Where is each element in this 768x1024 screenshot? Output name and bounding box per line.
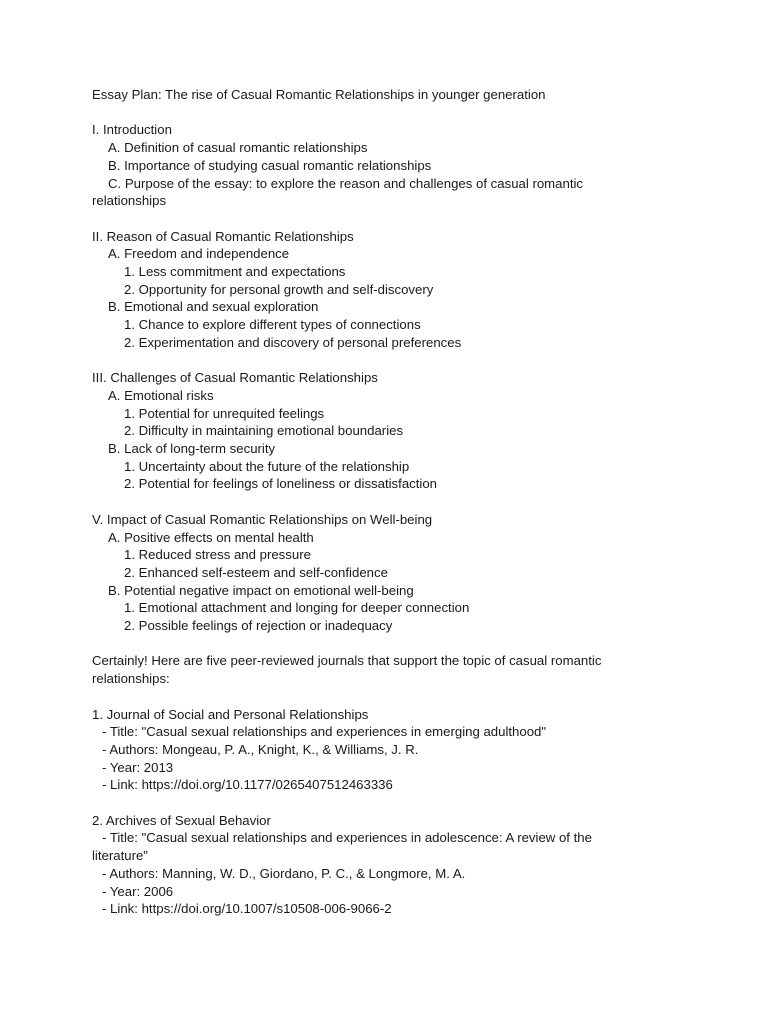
outline-item: C. Purpose of the essay: to explore the reason and challenges of casual romantic (108, 175, 584, 191)
reference-title: - Title: "Casual sexual relationships and experiences in adolescence: A review of the (102, 830, 592, 846)
outline-item: B. Importance of studying casual romantic relationships (108, 157, 432, 173)
section-heading-impact: V. Impact of Casual Romantic Relationships on Well-being (92, 511, 433, 527)
spacer (92, 794, 672, 812)
outline-item: A. Emotional risks (108, 387, 214, 403)
section-heading-reasons: II. Reason of Casual Romantic Relationships (92, 228, 354, 244)
spacer (92, 104, 672, 122)
reference-journal: 2. Archives of Sexual Behavior (92, 812, 271, 828)
reference-authors: - Authors: Manning, W. D., Giordano, P. C., & Longmore, M. A. (102, 865, 466, 881)
outline-subitem: 2. Potential for feelings of loneliness or dissatisfaction (124, 476, 438, 492)
reference-year: - Year: 2013 (102, 759, 174, 775)
spacer (92, 352, 672, 370)
spacer (92, 493, 672, 511)
references-intro: Certainly! Here are five peer-reviewed journals that support the topic of casual romantic (92, 653, 602, 669)
document-body (92, 86, 672, 918)
outline-subitem: 2. Opportunity for personal growth and self-discovery (124, 281, 434, 297)
reference-journal: 1. Journal of Social and Personal Relationships (92, 706, 369, 722)
section-heading-introduction: I. Introduction (92, 122, 172, 138)
outline-item: B. Potential negative impact on emotional well-being (108, 582, 414, 598)
spacer (92, 688, 672, 706)
outline-item: B. Lack of long-term security (108, 441, 276, 457)
outline-subitem: 1. Reduced stress and pressure (124, 547, 311, 563)
outline-item: A. Freedom and independence (108, 246, 290, 262)
section-heading-challenges: III. Challenges of Casual Romantic Relationships (92, 370, 378, 386)
outline-item: A. Definition of casual romantic relationships (108, 140, 368, 156)
outline-item: A. Positive effects on mental health (108, 529, 314, 545)
outline-subitem: 2. Experimentation and discovery of personal preferences (124, 334, 462, 350)
reference-link: - Link: https://doi.org/10.1007/s10508-006-9066-2 (102, 901, 392, 917)
reference-title-continuation: literature" (92, 848, 148, 864)
reference-title: - Title: "Casual sexual relationships and experiences in emerging adulthood" (102, 724, 547, 740)
outline-subitem: 1. Less commitment and expectations (124, 264, 346, 279)
outline-subitem: 2. Difficulty in maintaining emotional boundaries (124, 423, 404, 439)
spacer (92, 210, 672, 228)
outline-subitem: 1. Uncertainty about the future of the relationship (124, 458, 410, 474)
outline-item-continuation: relationships (92, 193, 167, 209)
outline-subitem: 1. Emotional attachment and longing for deeper connection (124, 600, 470, 616)
reference-link: - Link: https://doi.org/10.1177/0265407512463336 (102, 777, 393, 793)
references-intro-continuation: relationships: (92, 671, 170, 687)
reference-authors: - Authors: Mongeau, P. A., Knight, K., & Williams, J. R. (102, 741, 419, 757)
reference-year: - Year: 2006 (102, 883, 174, 899)
outline-subitem: 1. Chance to explore different types of connections (124, 317, 421, 333)
outline-subitem: 2. Enhanced self-esteem and self-confidence (124, 564, 388, 580)
outline-item: B. Emotional and sexual exploration (108, 299, 319, 315)
outline-subitem: 1. Potential for unrequited feelings (124, 405, 325, 421)
outline-subitem: 2. Possible feelings of rejection or inadequacy (124, 618, 393, 634)
document-title: Essay Plan: The rise of Casual Romantic Relationships in younger generation (92, 87, 546, 102)
spacer (92, 635, 672, 653)
